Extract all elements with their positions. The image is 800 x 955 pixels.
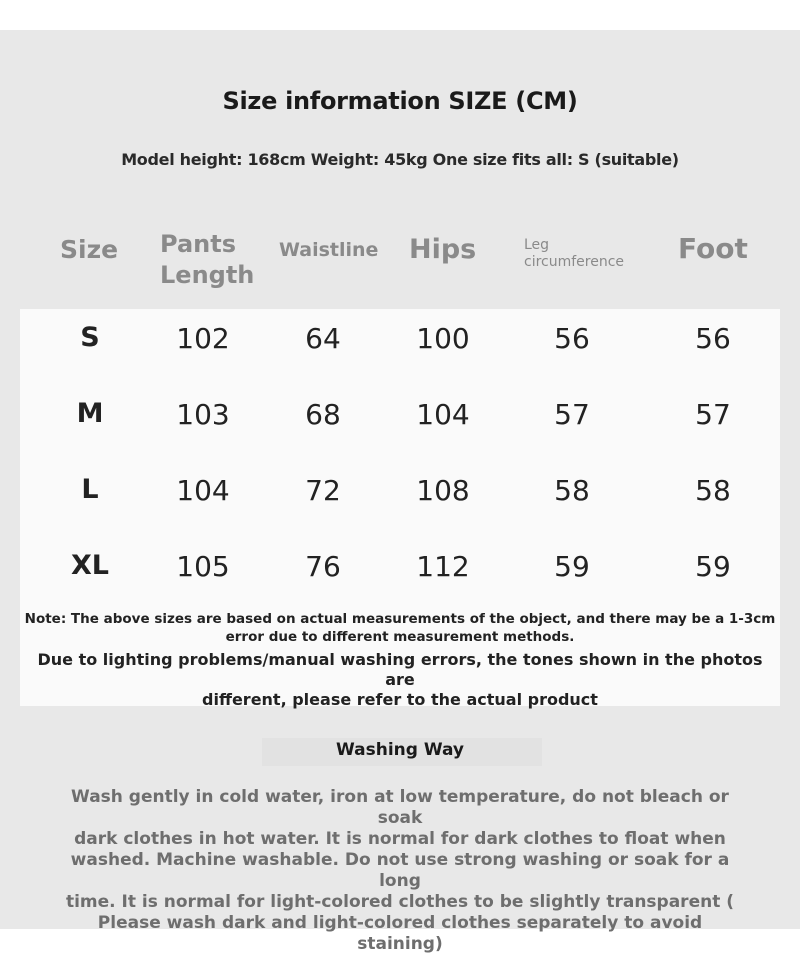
header-foot: Foot xyxy=(678,232,748,265)
header-pants-line2: Length xyxy=(160,261,255,289)
header-waistline: Waistline xyxy=(279,239,379,261)
cell-size: L xyxy=(81,474,99,505)
note-line: error due to different measurement methods. xyxy=(225,629,575,645)
washing-line: dark clothes in hot water. It is normal for dark clothes to float when xyxy=(74,829,726,849)
cell-pants: 104 xyxy=(176,474,230,507)
size-table xyxy=(20,309,780,709)
table-row xyxy=(20,398,780,438)
washing-line: washed. Machine washable. Do not use strong washing or soak for a long xyxy=(70,850,730,891)
cell-size: M xyxy=(76,398,104,429)
header-pants-line1: Pants xyxy=(160,230,236,258)
cell-waist: 68 xyxy=(305,398,341,431)
washing-line: Please wash dark and light-colored clothes separately to avoid staining) xyxy=(97,913,703,954)
washing-line: Wash gently in cold water, iron at low temperature, do not bleach or soak xyxy=(71,787,729,828)
note-line: Note: The above sizes are based on actual measurements of the object, and there may be a 1-3cm xyxy=(24,611,776,627)
washing-line: time. It is normal for light-colored clothes to be slightly transparent ( xyxy=(65,892,735,912)
cell-hips: 104 xyxy=(416,398,470,431)
header-leg-line2: circumference xyxy=(524,254,625,270)
cell-pants: 102 xyxy=(176,322,230,355)
cell-hips: 108 xyxy=(416,474,470,507)
note-line: Due to lighting problems/manual washing errors, the tones shown in the photos are xyxy=(37,650,763,689)
note-line: different, please refer to the actual product xyxy=(202,690,598,709)
cell-hips: 100 xyxy=(416,322,470,355)
page-title: Size information SIZE (CM) xyxy=(222,87,578,115)
cell-foot: 56 xyxy=(695,322,731,355)
table-row xyxy=(20,474,780,514)
color-note xyxy=(20,650,780,710)
header-leg-line1: Leg xyxy=(524,237,550,253)
cell-pants: 103 xyxy=(176,398,230,431)
cell-size: XL xyxy=(70,550,110,581)
cell-foot: 57 xyxy=(695,398,731,431)
header-hips: Hips xyxy=(409,234,477,265)
cell-size: S xyxy=(80,322,100,353)
table-row xyxy=(20,322,780,362)
cell-waist: 76 xyxy=(305,550,341,583)
washing-title: Washing Way xyxy=(335,740,465,760)
header-size: Size xyxy=(60,235,119,264)
cell-pants: 105 xyxy=(176,550,230,583)
washing-instructions xyxy=(60,787,740,955)
cell-hips: 112 xyxy=(416,550,470,583)
cell-leg: 57 xyxy=(554,398,590,431)
cell-leg: 56 xyxy=(554,322,590,355)
measurement-note xyxy=(20,610,780,646)
table-row xyxy=(20,550,780,590)
cell-leg: 59 xyxy=(554,550,590,583)
cell-foot: 58 xyxy=(695,474,731,507)
cell-waist: 64 xyxy=(305,322,341,355)
cell-waist: 72 xyxy=(305,474,341,507)
header-pants-length xyxy=(160,229,254,291)
model-info: Model height: 168cm Weight: 45kg One size fits all: S (suitable) xyxy=(121,150,679,169)
header-leg-circumference xyxy=(524,237,624,271)
cell-foot: 59 xyxy=(695,550,731,583)
cell-leg: 58 xyxy=(554,474,590,507)
